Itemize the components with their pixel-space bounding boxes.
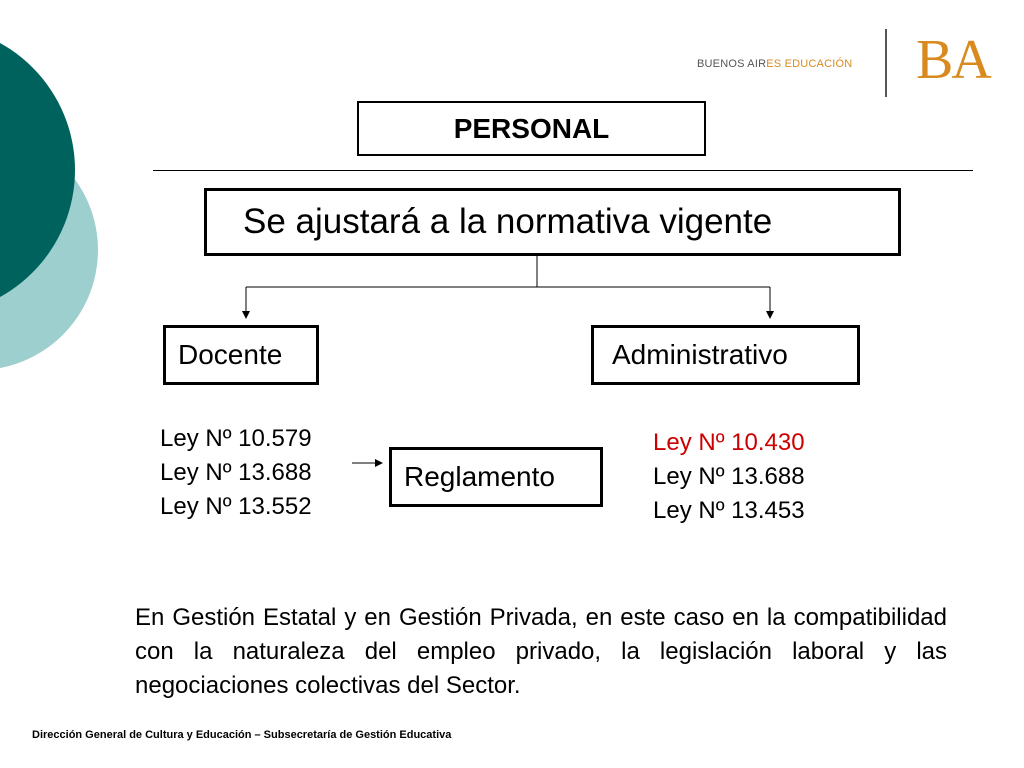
normativa-label: Se ajustará a la normativa vigente [243, 202, 773, 241]
ba-logo: BA [916, 29, 990, 91]
reglamento-box [389, 447, 603, 507]
docente-label: Docente [178, 339, 283, 370]
administrativo-ley-item-highlighted: Ley Nº 10.430 [653, 429, 805, 456]
docente-ley-item: Ley Nº 13.688 [160, 459, 312, 486]
docente-box [163, 325, 319, 385]
title-label: PERSONAL [453, 112, 610, 144]
brand-text-part1: BUENOS AIR [697, 58, 767, 70]
administrativo-leyes-list [653, 426, 805, 528]
docente-ley-item: Ley Nº 10.579 [160, 425, 312, 452]
gestion-paragraph: En Gestión Estatal y en Gestión Privada, en este caso en la compatibilidad con la naturaleza del empleo privado, la legislación laboral y las negociaciones colectivas del Sector. [135, 604, 947, 699]
administrativo-box [591, 325, 860, 385]
docente-ley-item: Ley Nº 13.552 [160, 493, 312, 520]
reglamento-label: Reglamento [404, 461, 555, 492]
brand-text-part2: ES EDUCACIÓN [766, 58, 853, 70]
administrativo-ley-item: Ley Nº 13.688 [653, 463, 805, 490]
footer-text: Dirección General de Cultura y Educación – Subsecretaría de Gestión Educativa [32, 729, 452, 741]
administrativo-label: Administrativo [612, 339, 788, 370]
docente-leyes-list [160, 422, 312, 524]
administrativo-ley-item: Ley Nº 13.453 [653, 497, 805, 524]
